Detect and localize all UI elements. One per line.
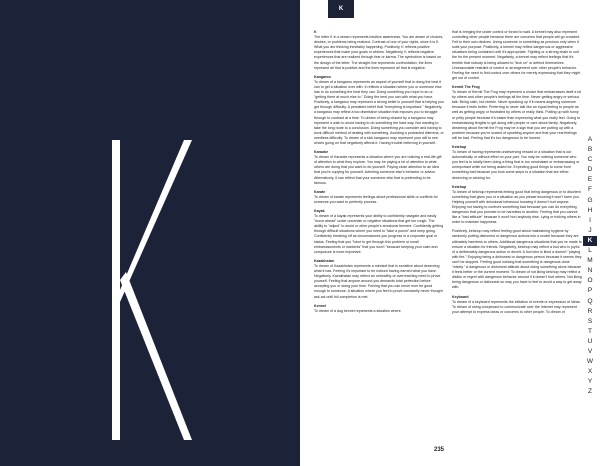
dictionary-entry (452, 185, 582, 226)
index-letter-c[interactable]: C (587, 156, 593, 164)
hero-letter-k (112, 140, 192, 440)
alphabet-index (583, 135, 597, 397)
index-letter-a[interactable]: A (587, 136, 593, 143)
entry-body: To dream of ketchup represents feeling good that being dangerous or to disorient something that gives you or a situation as you please knowing it won't harm you. Helping yourself with delusional behaviour knowing it doesn't hurt anyone. Enjoying not having to confront something bad because you can do everything dangerous that you promise to be harmless to another. Feeling that you cannot like a "bad attitude" because it won't hurt anybody else. Lying or tricking others in order to maintain happiness. (452, 189, 581, 225)
entry-body: To dream of a keyboard represents the initiation of events or expression of ideas. To dream of using a keyboard to communicate over the Internet may represent your attempt to express ideas or concerns to other people. To dream of (452, 299, 581, 314)
entry-title: Kazakhstan (314, 258, 334, 263)
entry-body: that is bringing the under control or forced to wait. A kennel may also represent controlling other people because there are concerns that people will go crowded. Felt to their own devices. Using someone or something as precious only when it suits your purpose. Positively, a kennel may reflect dangerous or aggressive situations being contained until it's appropriate. Fighting or a strong chain to suit the for the present moment. Negatively, a kennel may reflect feelings that it's terrible that nobody is being allowed to "kick on" or defend themselves. Unreasonable restraint of control or arrangement over other people's behavior. Feeling the need to find control over others for merely expressing that they might get out of control. (452, 30, 581, 80)
dictionary-entry (452, 85, 582, 141)
entry-body: To dream of a kangaroo represents an aspect of yourself that is doing the best it can to get a situation over with. It reflects a situation where you or someone else has to do something the best they can. Doing something you hope to an or "getting there at much else to." Doing the best you can with what you have. Positively, a kangaroo may represent a strong belief in yourself that is helping you get through difficulty. A persistent belief that "everything is important." Negatively, a kangaroo may reflect a too dismissive situation that exposes you to struggle through to contrast at a time. To dream of being chased by a kangaroo may represent a wish to avoid having to do something the hard way. Not wanting to take the long route to a conclusion. Doing something you consider and having to work difficult method of dealing with something. Avoiding a protracted dilemma, or needless difficulty. To dream of a sick kangaroo may represent your will to see what's going on that negatively affects it. Having trouble believing in yourself. (314, 79, 444, 145)
index-letter-d[interactable]: D (587, 166, 593, 174)
section-tab: K (328, 0, 354, 18)
entry-title: Kangaroo (314, 74, 331, 79)
dictionary-entry (314, 209, 444, 255)
dictionary-entry (452, 229, 582, 290)
entry-title: Ketchup (452, 144, 467, 149)
index-letter-f[interactable]: F (588, 186, 592, 194)
dictionary-entry (314, 190, 444, 205)
dictionary-entry (452, 295, 582, 315)
index-letter-k[interactable]: K (583, 236, 597, 246)
right-text-column (452, 30, 582, 319)
index-letter-j[interactable]: J (588, 226, 592, 234)
dictionary-entry (314, 259, 444, 300)
entry-title: Kermit The Frog (452, 84, 480, 89)
index-letter-m[interactable]: M (587, 257, 593, 265)
index-letter-n[interactable]: N (587, 267, 593, 275)
index-letter-l[interactable]: L (588, 247, 592, 255)
index-letter-b[interactable]: B (587, 146, 593, 154)
dictionary-entry (452, 145, 582, 181)
hero-letter-k-glyph (112, 140, 192, 440)
dictionary-entry (314, 150, 444, 186)
index-letter-s[interactable]: S (587, 317, 593, 325)
entry-body: To dream of Kermit The Frog may represent a choice that embarrasses itself a lot by others and other people's feelings all the time. Never getting angry or serious talk. Being calm, but nimble. Never speaking up if it means angering someone because it feels better. Preferring to never talk like an equal feeling to people as well as getting angry or frustrated by others or really think. Putting up with funny or petty people because it's easier than expressing what you really feel. Going to embarrassing lengths to get along with people or care about family. Negatively, dreaming about Kermit the Frog may be a sign that you are putting up with a problem because you're scared of upsetting anyone and that your real feelings will be bad. Feeling that it's too dangerous to be honest. (452, 90, 582, 140)
entry-title: Ketchup (452, 184, 467, 189)
index-letter-z[interactable]: Z (588, 388, 592, 396)
page-number: 235 (434, 447, 445, 453)
entry-body: To dream of Kazakhstan represents a mindset that is sensitive about deserving what it has. Feeling it's important to be noticed having earned what you have. Negatively, Kazakhstan may reflect an unhealthy or overreaching need to prove yourself. Feeling that anyone around you demands total perfection before accepting you or doing your time. Feeling that you can never ever be good enough to someone. A situation where you feel to prove constantly never thought ask act until full completion is met. (314, 263, 443, 299)
index-letter-h[interactable]: H (587, 206, 593, 214)
index-letter-e[interactable]: E (587, 176, 593, 184)
index-letter-q[interactable]: Q (587, 297, 593, 305)
entry-body: To dream of having represents undeserving reward or a situation that is out automatically or without effort on your part. You may be noticing someone who you feel is to totally been doing a thing that is too nonchalant or embarrassing or unimportant while not being asked for. Expecting good things to come from something bad because you took some steps to a situation that are either deserving or wishing for. (452, 150, 580, 180)
entry-body: Positively, ketchup may reflect feeling good about maintaining hygiene by randomly putting dishonest or dangerous actions into a model because they are ultimately harmless to others. Additional dangerous situations that you've made to ensure a situation for friends. Negatively, ketchup may reflect a fool who is joyful of a deliberately dangerous action or deceit. A fool who is liked a doesn't "playing with fire." Enjoying being a dishonest or dangerous person because it seems they can't be stopped. Feeling good noticing that something is dangerous done "wisely." A dangerous or dishonest attitude about doing something alone because it feels better or the current moment. To dream of not liking ketchup may reflect a dislike or regret with dangerous behavior around if it doesn't hurt others. Not liking being dangerous or dishonest so may you have to feel to avoid a way to get away with. (452, 229, 582, 290)
dictionary-entry (314, 304, 444, 314)
entry-title: Karate (314, 189, 326, 194)
entry-title: Kayak (314, 209, 325, 213)
dictionary-entry (314, 75, 444, 146)
index-letter-t[interactable]: T (588, 327, 592, 335)
entry-body: To dream of a dog kennel represents a situation where (314, 308, 401, 313)
index-letter-y[interactable]: Y (587, 378, 593, 386)
entry-title: Keyboard (452, 294, 469, 299)
entry-title: K (314, 30, 317, 34)
index-letter-r[interactable]: R (587, 307, 593, 315)
index-letter-u[interactable]: U (587, 337, 593, 345)
dictionary-entry (452, 30, 582, 81)
dictionary-entry (314, 30, 444, 71)
index-letter-g[interactable]: G (587, 196, 593, 204)
index-letter-v[interactable]: V (587, 347, 593, 355)
left-text-column (314, 30, 444, 318)
entry-body: To dream of Karaoke represents a situation where you are noticing a real-life gift of attention to what they explore. You may be paying a lot of attention to what others are doing that you want to do yourself. Paying close attention to an idea that you're copying for yourself. Admiring someone else's behavior or advice. Alternatively, it can reflect that your someone else that is pretending to be famous. (314, 155, 442, 185)
index-letter-x[interactable]: X (587, 368, 593, 376)
index-letter-o[interactable]: O (587, 277, 593, 285)
entry-body: To dream of a kayak represents your ability to confidently navigate and easily "move ahead" under uncertain or negative situations that get too rough. The ability to "adjust" to avoid or other people's emotional ferment. Confidently getting through difficult situations where you need to "take a punch" and keep going. Confidently breaking off as circumstances you progress in a corporate goal or status. Feeling that you "have to get through this problem or small embarrassments or incidents" that you won't "because keeping your calm and composure is more important. (314, 214, 444, 254)
index-letter-i[interactable]: I (589, 216, 591, 224)
entry-title: Karaoke (314, 150, 329, 155)
entry-title: Kennel (314, 303, 326, 308)
entry-body: To dream of karate represents feelings about professional skills or conflicts for someone you want to perfectly process. (314, 194, 438, 204)
index-letter-w[interactable]: W (586, 358, 594, 366)
index-letter-p[interactable]: P (587, 287, 593, 295)
entry-body: The letter K in a dream represents intuitive awareness. You are aware of choices, desires, or problems being realized. Contrast of one of your rights, since it is K. What you are thinking inevitably happening. Positively, K reflects positive experiences that make your goals or wishes. Negatively, K reflects negative experiences that are realized through fear or karma. The symbolism is based on the design of the letter. The straight line represents confrontation, the lines represent all that is positive and the lines represent all that is negative. (314, 35, 444, 70)
